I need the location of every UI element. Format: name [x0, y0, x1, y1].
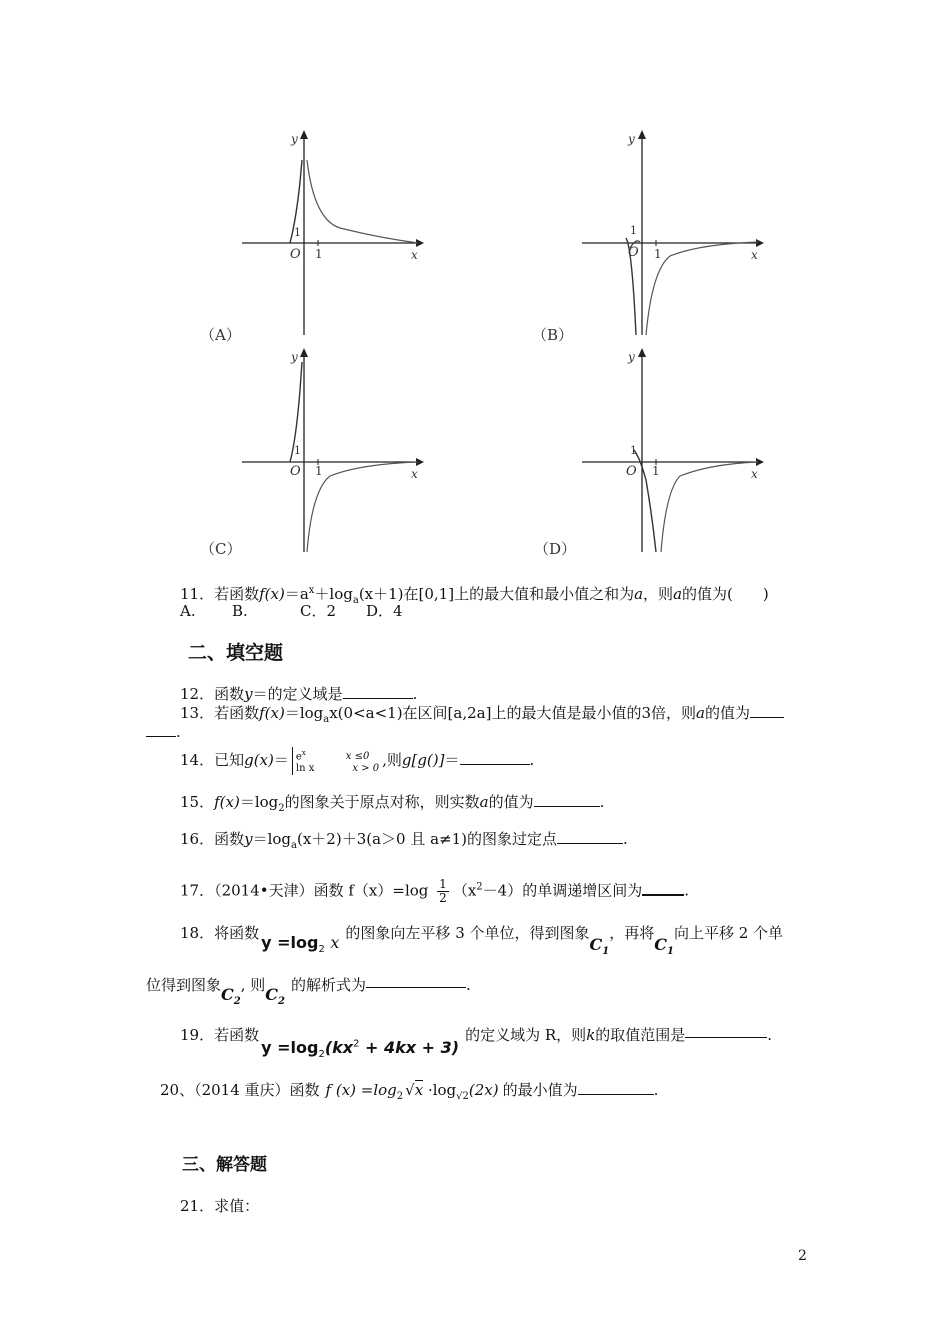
graph-b	[530, 120, 790, 345]
q14-answer-blank[interactable]	[460, 749, 530, 765]
graph-d	[530, 340, 790, 560]
q18-c1b-letter: C	[654, 935, 667, 954]
q14-case1-cond: x ≤0	[345, 751, 370, 763]
q18-c1b-sub: 1	[666, 946, 674, 958]
q14-prefix: 14．已知	[180, 751, 245, 769]
q13-answer-blank[interactable]	[750, 702, 784, 718]
q18-c2b-sub: 2	[278, 996, 285, 1008]
q20-dot: .	[653, 1081, 659, 1099]
q13-log: ＝log	[284, 704, 324, 722]
q17-prefix: 17．（2014•天津）函数 f（x）=log	[180, 881, 429, 900]
q11-log: ＋log	[314, 585, 353, 603]
question-19	[180, 1020, 772, 1061]
graph-b-x-label: x	[751, 248, 758, 262]
q12-answer-blank[interactable]	[343, 683, 413, 699]
page-number: 2	[798, 1248, 807, 1264]
q14-gx: g(x)	[244, 751, 274, 769]
q20-arg: (2x)	[468, 1081, 499, 1099]
graph-d-x-label: x	[751, 467, 758, 481]
q17-frac-num: 1	[439, 877, 447, 891]
q18-prefix: 18．将函数	[180, 924, 260, 942]
q12-rest: ＝的定义域是	[252, 685, 343, 703]
q20-answer-blank[interactable]	[578, 1079, 654, 1095]
section-heading-fill-blank: 二、填空题	[188, 642, 284, 664]
q13-end: 的值为	[704, 704, 750, 722]
q13-prefix: 13．若函数	[180, 704, 260, 722]
graph-b-origin: O	[628, 245, 639, 260]
graph-d-origin: O	[626, 464, 637, 479]
q18-line2-start: 位得到图象	[146, 976, 222, 994]
graph-c-caption: （C）	[200, 540, 242, 558]
q13-arg: x(0<a<1)在区间[a,2a]上的最大值是最小值的3倍，则	[329, 704, 696, 722]
question-12	[180, 683, 417, 703]
q15-sub: 2	[278, 803, 285, 814]
q18-c2-letter: C	[221, 985, 234, 1004]
q18-c1b	[654, 935, 674, 958]
q11-option-c[interactable]: C．2	[300, 602, 337, 620]
q11-prefix: 11．若函数	[180, 585, 260, 603]
graph-a-x-label: x	[411, 248, 418, 262]
q17-frac-den: 2	[439, 891, 447, 905]
question-18	[180, 918, 784, 958]
q14-end: .	[529, 751, 535, 769]
q19-rest: 的定义域为 R，则	[465, 1026, 587, 1044]
q12-prefix: 12．函数	[180, 685, 245, 703]
graph-c-one-y: 1	[294, 444, 301, 457]
q17-answer-blank[interactable]	[642, 879, 684, 896]
graph-a	[190, 120, 450, 345]
graph-a-origin: O	[290, 247, 301, 262]
q11-option-b[interactable]: B.	[232, 602, 248, 620]
q11-arg: (x＋1)在[0,1]上的最大值和最小值之和为	[358, 585, 635, 603]
q19-formula-arg2: + 4kx + 3)	[359, 1038, 460, 1058]
graph-b-y-label: y	[628, 132, 635, 146]
q16-sub: a	[291, 840, 297, 851]
question-11-options	[180, 602, 403, 620]
section-heading-answer: 三、解答题	[182, 1155, 267, 1175]
q18-end: 的解析式为	[290, 976, 366, 994]
question-13	[180, 702, 784, 729]
q18-formula-sub: 2	[318, 944, 325, 956]
question-18-cont	[146, 970, 471, 1007]
graph-d-y-label: y	[628, 350, 635, 364]
q16-prefix: 16．函数	[180, 830, 245, 848]
q18-mid3: , 则	[240, 976, 266, 994]
q16-dot: .	[623, 830, 628, 848]
q12-end: .	[412, 685, 418, 703]
q15-end: 的值为	[488, 793, 534, 811]
q12-y: y	[244, 685, 253, 703]
q17-arg: （x	[452, 881, 477, 900]
q19-end: 的取值范围是	[595, 1026, 686, 1044]
q14-eq: ＝	[273, 751, 289, 769]
q11-option-a[interactable]: A.	[180, 602, 196, 620]
q11-tail: ，则	[643, 585, 674, 603]
q11-sup: x	[308, 585, 315, 596]
graph-a-one-y: 1	[294, 226, 301, 239]
q14-piecewise	[292, 747, 379, 775]
q11-fx: f(x)	[259, 585, 285, 603]
question-21: 21．求值：	[180, 1197, 260, 1215]
q13-sub: a	[323, 714, 330, 725]
q11-option-d[interactable]: D．4	[366, 602, 403, 620]
q18-mid: 的图象向左平移 3 个单位，得到图象	[345, 924, 590, 942]
q14-eq2: ＝	[444, 751, 460, 769]
q19-dot: .	[767, 1026, 773, 1044]
graph-c-y-label: y	[291, 350, 298, 364]
q13-dot: .	[176, 723, 181, 741]
question-14	[180, 746, 534, 775]
graph-c-x-label: x	[411, 467, 418, 481]
q19-k: k	[586, 1026, 596, 1044]
q18-c1-sub: 1	[602, 946, 610, 958]
q20-sqrt: √x	[405, 1081, 424, 1099]
question-17	[180, 878, 689, 905]
q18-c1-letter: C	[589, 935, 603, 954]
q15-a: a	[479, 793, 489, 811]
q17-fraction	[437, 878, 449, 905]
q18-dot: .	[465, 976, 471, 994]
q16-arg: (x＋2)＋3(a＞0 且 a≠1)的图象过定点	[296, 830, 558, 848]
graph-a-y-label: y	[291, 132, 298, 146]
q14-case1-sup: x	[301, 748, 306, 757]
q13-fx: f(x)	[259, 704, 285, 722]
q14-case2-expr: ln x	[295, 763, 315, 775]
question-16	[180, 828, 628, 855]
q18-c2	[221, 985, 241, 1008]
q18-formula-text: y =log	[261, 933, 319, 952]
graph-a-caption: （A）	[200, 326, 241, 344]
question-15: 15．$f(x)=\log_2$的图象关于原点对称，则实数a的值为 .	[180, 793, 605, 814]
q19-answer-blank[interactable]	[685, 1020, 767, 1038]
q11-end: 的值为( )	[682, 585, 769, 603]
q17-rest: －4）的单调递增区间为	[482, 881, 643, 900]
q14-ggx: g[g()]	[401, 751, 445, 769]
q18-tail: 向上平移 2 个单	[673, 924, 784, 942]
q20-sub: 2	[396, 1091, 404, 1102]
graph-b-one-y: 1	[630, 224, 637, 237]
q18-formula-var: x	[330, 933, 340, 952]
q14-mid: ,则	[382, 751, 402, 769]
q18-mid2: ，再将	[609, 924, 655, 942]
graph-d-caption: （D）	[534, 540, 577, 558]
graph-d-one-y: 1	[630, 444, 637, 457]
q14-case2-cond: x > 0	[352, 763, 380, 775]
q18-formula	[261, 933, 340, 956]
q13-a: a	[696, 704, 705, 722]
q17-dot: .	[684, 881, 689, 900]
graph-c	[190, 340, 450, 560]
question-13-cont	[146, 721, 181, 741]
q16-log: ＝log	[252, 830, 292, 848]
q16-y: y	[244, 830, 253, 848]
q20-sqrt-arg: x	[414, 1081, 424, 1099]
q11-eq: ＝a	[284, 585, 309, 603]
graph-c-one-x: 1	[315, 464, 323, 478]
q19-formula-sub: 2	[318, 1049, 325, 1061]
graph-d-one-x: 1	[652, 464, 660, 478]
q18-c2-sub: 2	[233, 996, 241, 1008]
q15-fx: f(x)	[214, 793, 240, 811]
q13-answer-blank-cont[interactable]	[146, 721, 176, 737]
q19-formula-text: y =log	[261, 1038, 319, 1058]
q20-sub2: √2	[456, 1091, 469, 1102]
q19-formula-arg: (kx	[324, 1038, 354, 1058]
q20-prefix: 20、（2014 重庆）函数	[160, 1081, 320, 1099]
q17-sup: 2	[476, 881, 483, 893]
q15-answer-blank[interactable]	[534, 791, 600, 807]
graph-a-one-x: 1	[315, 247, 323, 261]
graph-b-one-x: 1	[654, 247, 662, 261]
q18-answer-blank[interactable]	[366, 970, 466, 988]
q19-prefix: 19．若函数	[180, 1026, 260, 1044]
q19-formula	[261, 1038, 460, 1061]
q14-case1-expr: e	[295, 751, 302, 763]
question-20	[160, 1076, 658, 1111]
q20-mid: ·log	[423, 1081, 457, 1099]
q20-end: 的最小值为	[502, 1081, 578, 1099]
q19-formula-sup: 2	[353, 1039, 360, 1050]
q11-sub: a	[352, 595, 359, 606]
q15-rest: 的图象关于原点对称，则实数	[284, 793, 480, 811]
q15-dot: .	[599, 793, 605, 811]
q18-c1	[589, 935, 610, 958]
graph-b-caption: （B）	[532, 326, 574, 344]
q16-answer-blank[interactable]	[557, 828, 623, 844]
q18-c2b	[265, 985, 285, 1008]
q11-a2: a	[673, 585, 683, 603]
q18-c2b-letter: C	[265, 985, 278, 1004]
q20-fx: f (x) =log	[325, 1081, 397, 1099]
q15-log: ＝log	[239, 793, 279, 811]
graph-c-origin: O	[290, 464, 301, 479]
q11-a: a	[634, 585, 644, 603]
